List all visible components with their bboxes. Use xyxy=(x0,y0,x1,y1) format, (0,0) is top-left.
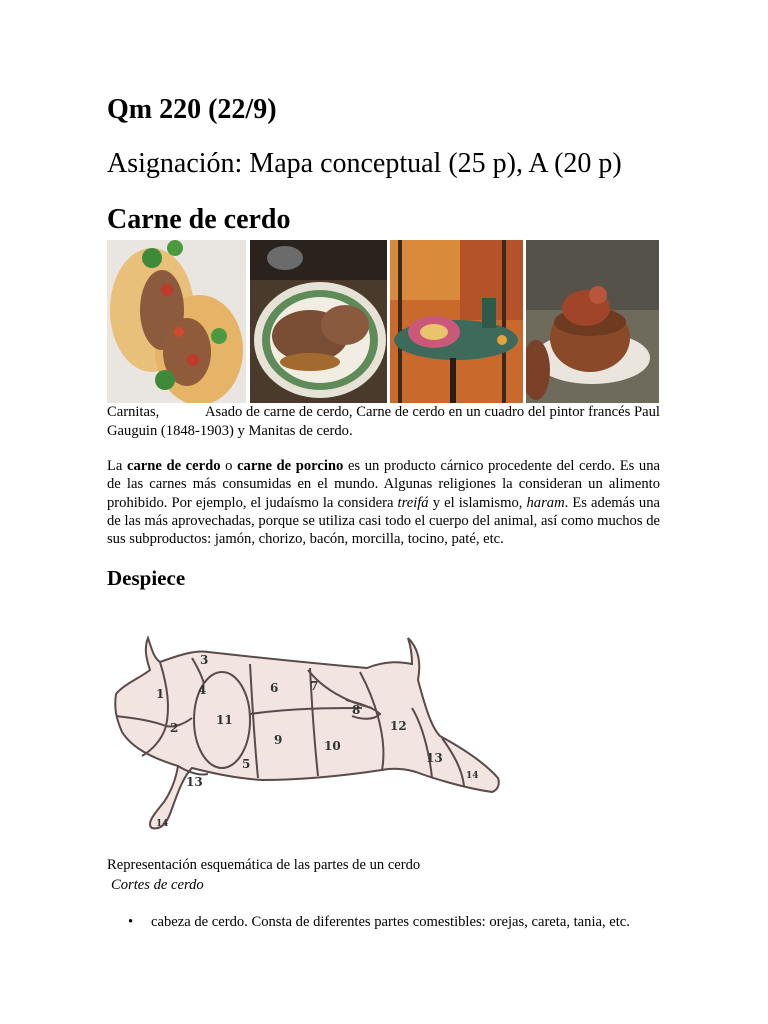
cut-number: 11 xyxy=(216,713,233,727)
document-code: Qm 220 (22/9) xyxy=(107,94,277,125)
para-text: es un producto cárnico procedente del cerdo. Es una de las carnes más consumidas en el mundo. Algunas religiones la consideran un alimento prohibido. Por ejemplo, el judaísmo la considera xyxy=(107,458,661,511)
cut-number: 5 xyxy=(242,757,251,771)
cut-number: 9 xyxy=(274,733,283,747)
para-bold-term: carne de porcino xyxy=(237,458,344,474)
cut-number: 13 xyxy=(426,751,443,765)
cut-number: 3 xyxy=(200,653,209,667)
list-bullet: • xyxy=(128,914,134,930)
cut-number: 14 xyxy=(466,771,479,781)
cut-number: 4 xyxy=(198,683,207,697)
pig-cuts-diagram xyxy=(112,628,504,838)
cut-number: 1 xyxy=(156,687,165,701)
carnitas-photo xyxy=(107,240,246,403)
para-bold-term: carne de cerdo xyxy=(127,458,221,474)
cut-number: 6 xyxy=(270,681,279,695)
intro-paragraph xyxy=(107,457,660,548)
cut-number: 12 xyxy=(390,719,407,733)
cut-number: 10 xyxy=(324,739,341,753)
para-text: La xyxy=(107,458,128,474)
para-text: y el islamismo, xyxy=(428,494,527,511)
assignment-line: Asignación: Mapa conceptual (25 p), A (20 p) xyxy=(107,148,622,179)
cut-number: 13 xyxy=(186,775,203,789)
gauguin-painting-photo xyxy=(390,240,523,403)
article-title: Carne de cerdo xyxy=(107,204,291,235)
cut-number: 8 xyxy=(352,703,361,717)
cut-number: 14 xyxy=(156,819,169,829)
cut-number: 2 xyxy=(170,721,179,735)
caption-carnitas: Carnitas, xyxy=(107,404,160,420)
diagram-caption: Representación esquemática de las partes de un cerdo xyxy=(107,857,421,873)
photo-caption xyxy=(107,403,660,441)
cortes-label: Cortes de cerdo xyxy=(111,877,204,893)
cut-number: 7 xyxy=(310,679,319,693)
section-heading-despiece: Despiece xyxy=(107,566,186,590)
manitas-photo xyxy=(526,240,659,403)
roast-pork-photo xyxy=(250,240,387,403)
caption-rest: Asado de carne de cerdo, Carne de cerdo en un cuadro del pintor francés Paul Gauguin (1848-1903) y Manitas de cerdo. xyxy=(107,404,660,439)
para-text: . Es además una de las más aprovechadas, porque se utiliza casi todo el cuerpo del animal, así como muchos de sus subproductos: jamón, chorizo, bacón, morcilla, tocino, paté, etc. xyxy=(107,494,660,548)
para-italic-term: haram xyxy=(526,494,565,511)
list-item: cabeza de cerdo. Consta de diferentes partes comestibles: orejas, careta, tania, etc. xyxy=(151,914,630,930)
para-text: o xyxy=(220,458,238,474)
para-italic-term: treifá xyxy=(397,494,429,511)
